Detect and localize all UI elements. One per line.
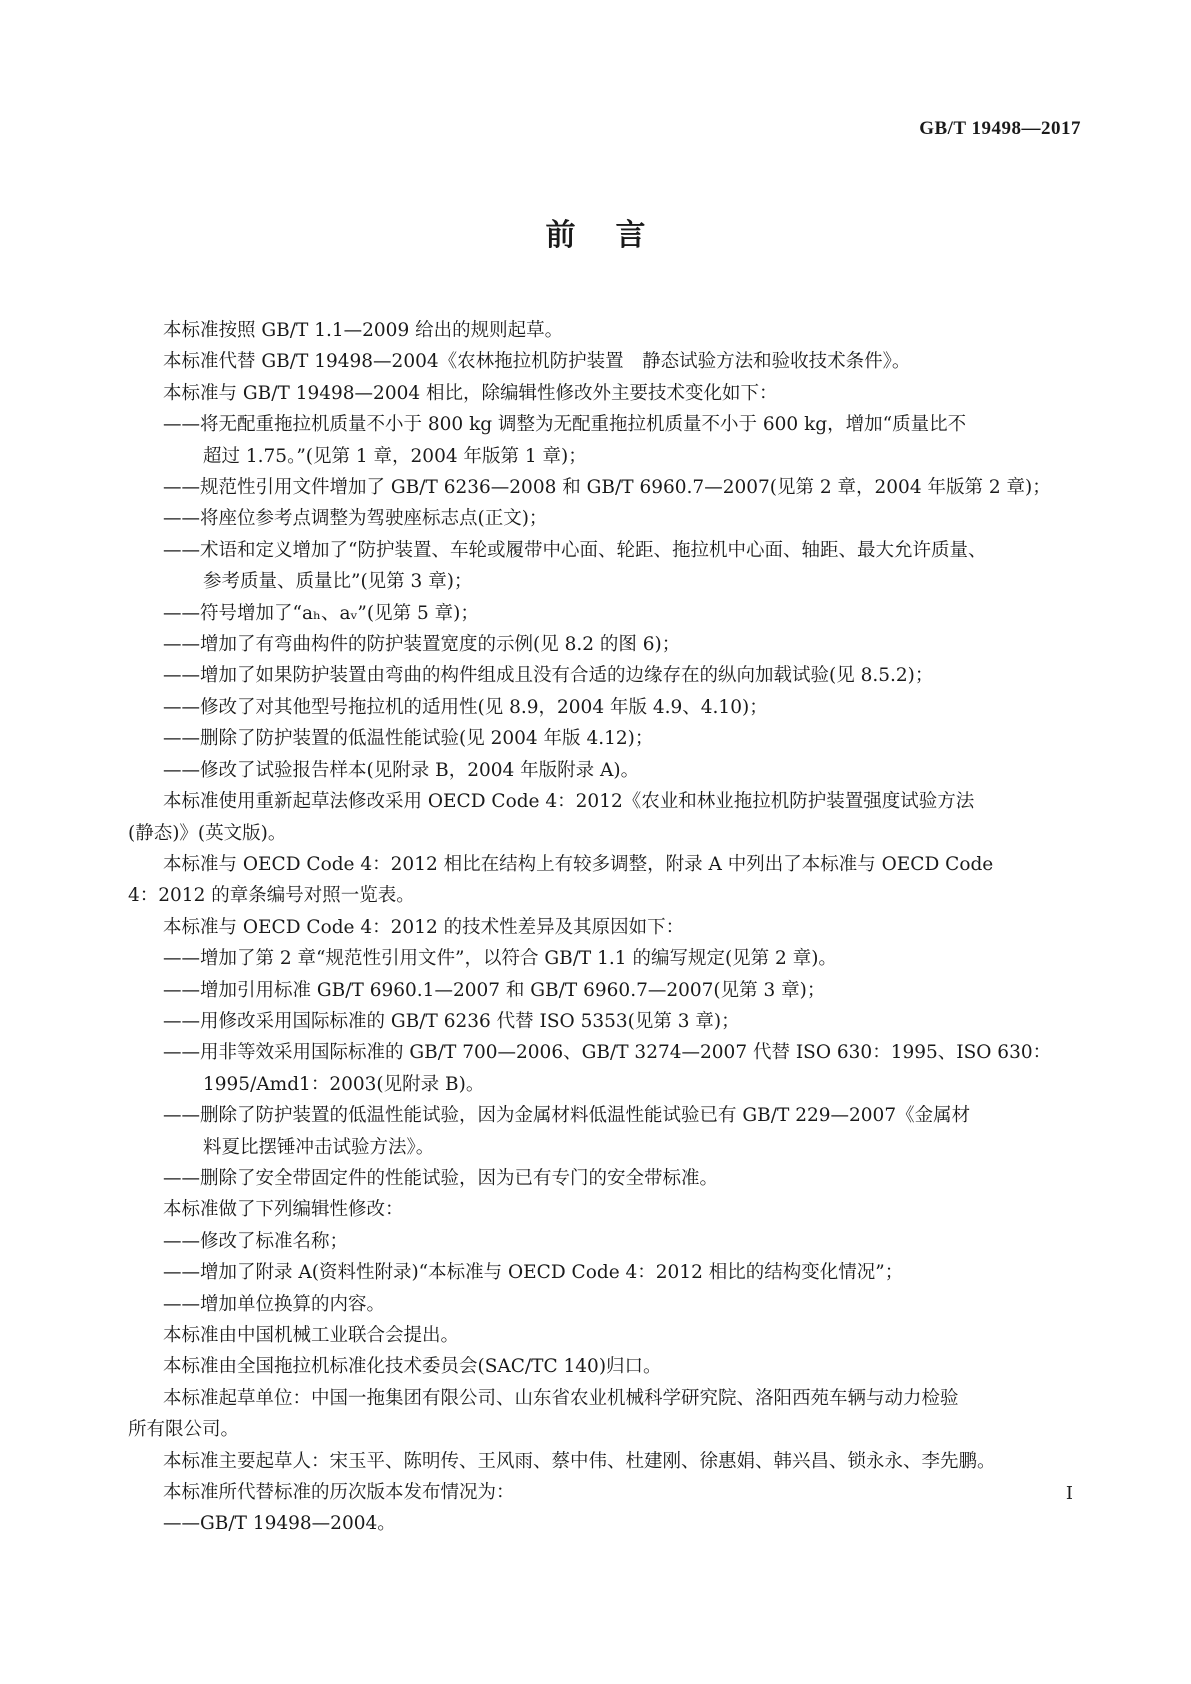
list-item-continuation: 超过 1.75。”(见第 1 章，2004 年版第 1 章)； (203, 445, 587, 467)
paragraph-line: 本标准主要起草人：宋玉平、陈明传、王风雨、蔡中伟、杜建刚、徐惠娟、韩兴昌、锁永永、李先鹏。 (163, 1450, 996, 1472)
paragraph-line: 本标准代替 GB/T 19498—2004《农林拖拉机防护装置 静态试验方法和验收技术条件》。 (163, 351, 911, 373)
paragraph-line: 本标准与 GB/T 19498—2004 相比，除编辑性修改外主要技术变化如下： (163, 382, 778, 404)
list-item-line: ——术语和定义增加了“防护装置、车轮或履带中心面、轮距、拖拉机中心面、轴距、最大允许质量、 (163, 539, 987, 561)
list-item-line: ——用修改采用国际标准的 GB/T 6236 代替 ISO 5353(见第 3 章)； (163, 1010, 740, 1032)
paragraph-line: 本标准与 OECD Code 4：2012 的技术性差异及其原因如下： (163, 916, 685, 938)
list-item-continuation: 参考质量、质量比”(见第 3 章)； (203, 571, 473, 593)
paragraph-line: 本标准由全国拖拉机标准化技术委员会(SAC/TC 140)归口。 (163, 1356, 662, 1378)
paragraph-line: 本标准与 OECD Code 4：2012 相比在结构上有较多调整，附录 A 中列出了本标准与 OECD Code (163, 853, 994, 875)
list-item-line: ——删除了防护装置的低温性能试验(见 2004 年版 4.12)； (163, 728, 654, 750)
list-item-line: ——增加了有弯曲构件的防护装置宽度的示例(见 8.2 的图 6)； (163, 634, 681, 656)
list-item-line: ——增加了第 2 章“规范性引用文件”，以符合 GB/T 1.1 的编写规定(见第 2 章)。 (163, 948, 837, 970)
paragraph-line: 本标准使用重新起草法修改采用 OECD Code 4：2012《农业和林业拖拉机防护装置强度试验方法 (163, 791, 975, 813)
document-body (128, 315, 1060, 1540)
list-item-line: ——规范性引用文件增加了 GB/T 6236—2008 和 GB/T 6960.7—2007(见第 2 章，2004 年版第 2 章)； (163, 477, 1051, 499)
list-item-line: ——增加了如果防护装置由弯曲的构件组成且没有合适的边缘存在的纵向加载试验(见 8.5.2)； (163, 665, 934, 687)
list-item-continuation: 1995/Amd1：2003(见附录 B)。 (203, 1073, 485, 1095)
paragraph-line: (静态)》(英文版)。 (128, 822, 287, 844)
list-item-line: ——将无配重拖拉机质量不小于 800 kg 调整为无配重拖拉机质量不小于 600 kg，增加“质量比不 (163, 414, 967, 436)
list-item-line: ——修改了试验报告样本(见附录 B，2004 年版附录 A)。 (163, 759, 640, 781)
paragraph-line: 所有限公司。 (128, 1419, 240, 1441)
paragraph-line: 4：2012 的章条编号对照一览表。 (128, 885, 415, 907)
page-number: I (1065, 1483, 1073, 1504)
paragraph-line: 本标准按照 GB/T 1.1—2009 给出的规则起草。 (163, 320, 564, 341)
page-title: 前言 (545, 218, 686, 253)
list-item-line: ——修改了对其他型号拖拉机的适用性(见 8.9，2004 年版 4.9、4.10)； (163, 696, 768, 718)
list-item-line: ——增加引用标准 GB/T 6960.1—2007 和 GB/T 6960.7—2007(见第 3 章)； (163, 979, 826, 1001)
paragraph-line: 本标准起草单位：中国一拖集团有限公司、山东省农业机械科学研究院、洛阳西苑车辆与动力检验 (163, 1387, 959, 1409)
list-item-line: ——用非等效采用国际标准的 GB/T 700—2006、GB/T 3274—2007 代替 ISO 630：1995、ISO 630： (163, 1042, 1052, 1064)
list-item-line: ——符号增加了“aₕ、aᵥ”(见第 5 章)； (163, 602, 479, 624)
list-item-line: ——删除了防护装置的低温性能试验，因为金属材料低温性能试验已有 GB/T 229—2007《金属材 (163, 1105, 971, 1127)
list-item-line: ——增加了附录 A(资料性附录)“本标准与 OECD Code 4：2012 相比的结构变化情况”； (163, 1262, 904, 1284)
list-item-line: ——GB/T 19498—2004。 (163, 1513, 396, 1535)
list-item-line: ——将座位参考点调整为驾驶座标志点(正文)； (163, 508, 548, 530)
paragraph-line: 本标准所代替标准的历次版本发布情况为： (163, 1482, 515, 1504)
list-item-line: ——增加单位换算的内容。 (163, 1293, 386, 1315)
standard-number: GB/T 19498—2017 (919, 118, 1081, 139)
list-item-continuation: 料夏比摆锤冲击试验方法》。 (203, 1136, 435, 1158)
paragraph-line: 本标准做了下列编辑性修改： (163, 1199, 404, 1221)
list-item-line: ——修改了标准名称； (163, 1230, 349, 1252)
list-item-line: ——删除了安全带固定件的性能试验，因为已有专门的安全带标准。 (163, 1167, 719, 1189)
paragraph-line: 本标准由中国机械工业联合会提出。 (163, 1325, 460, 1346)
